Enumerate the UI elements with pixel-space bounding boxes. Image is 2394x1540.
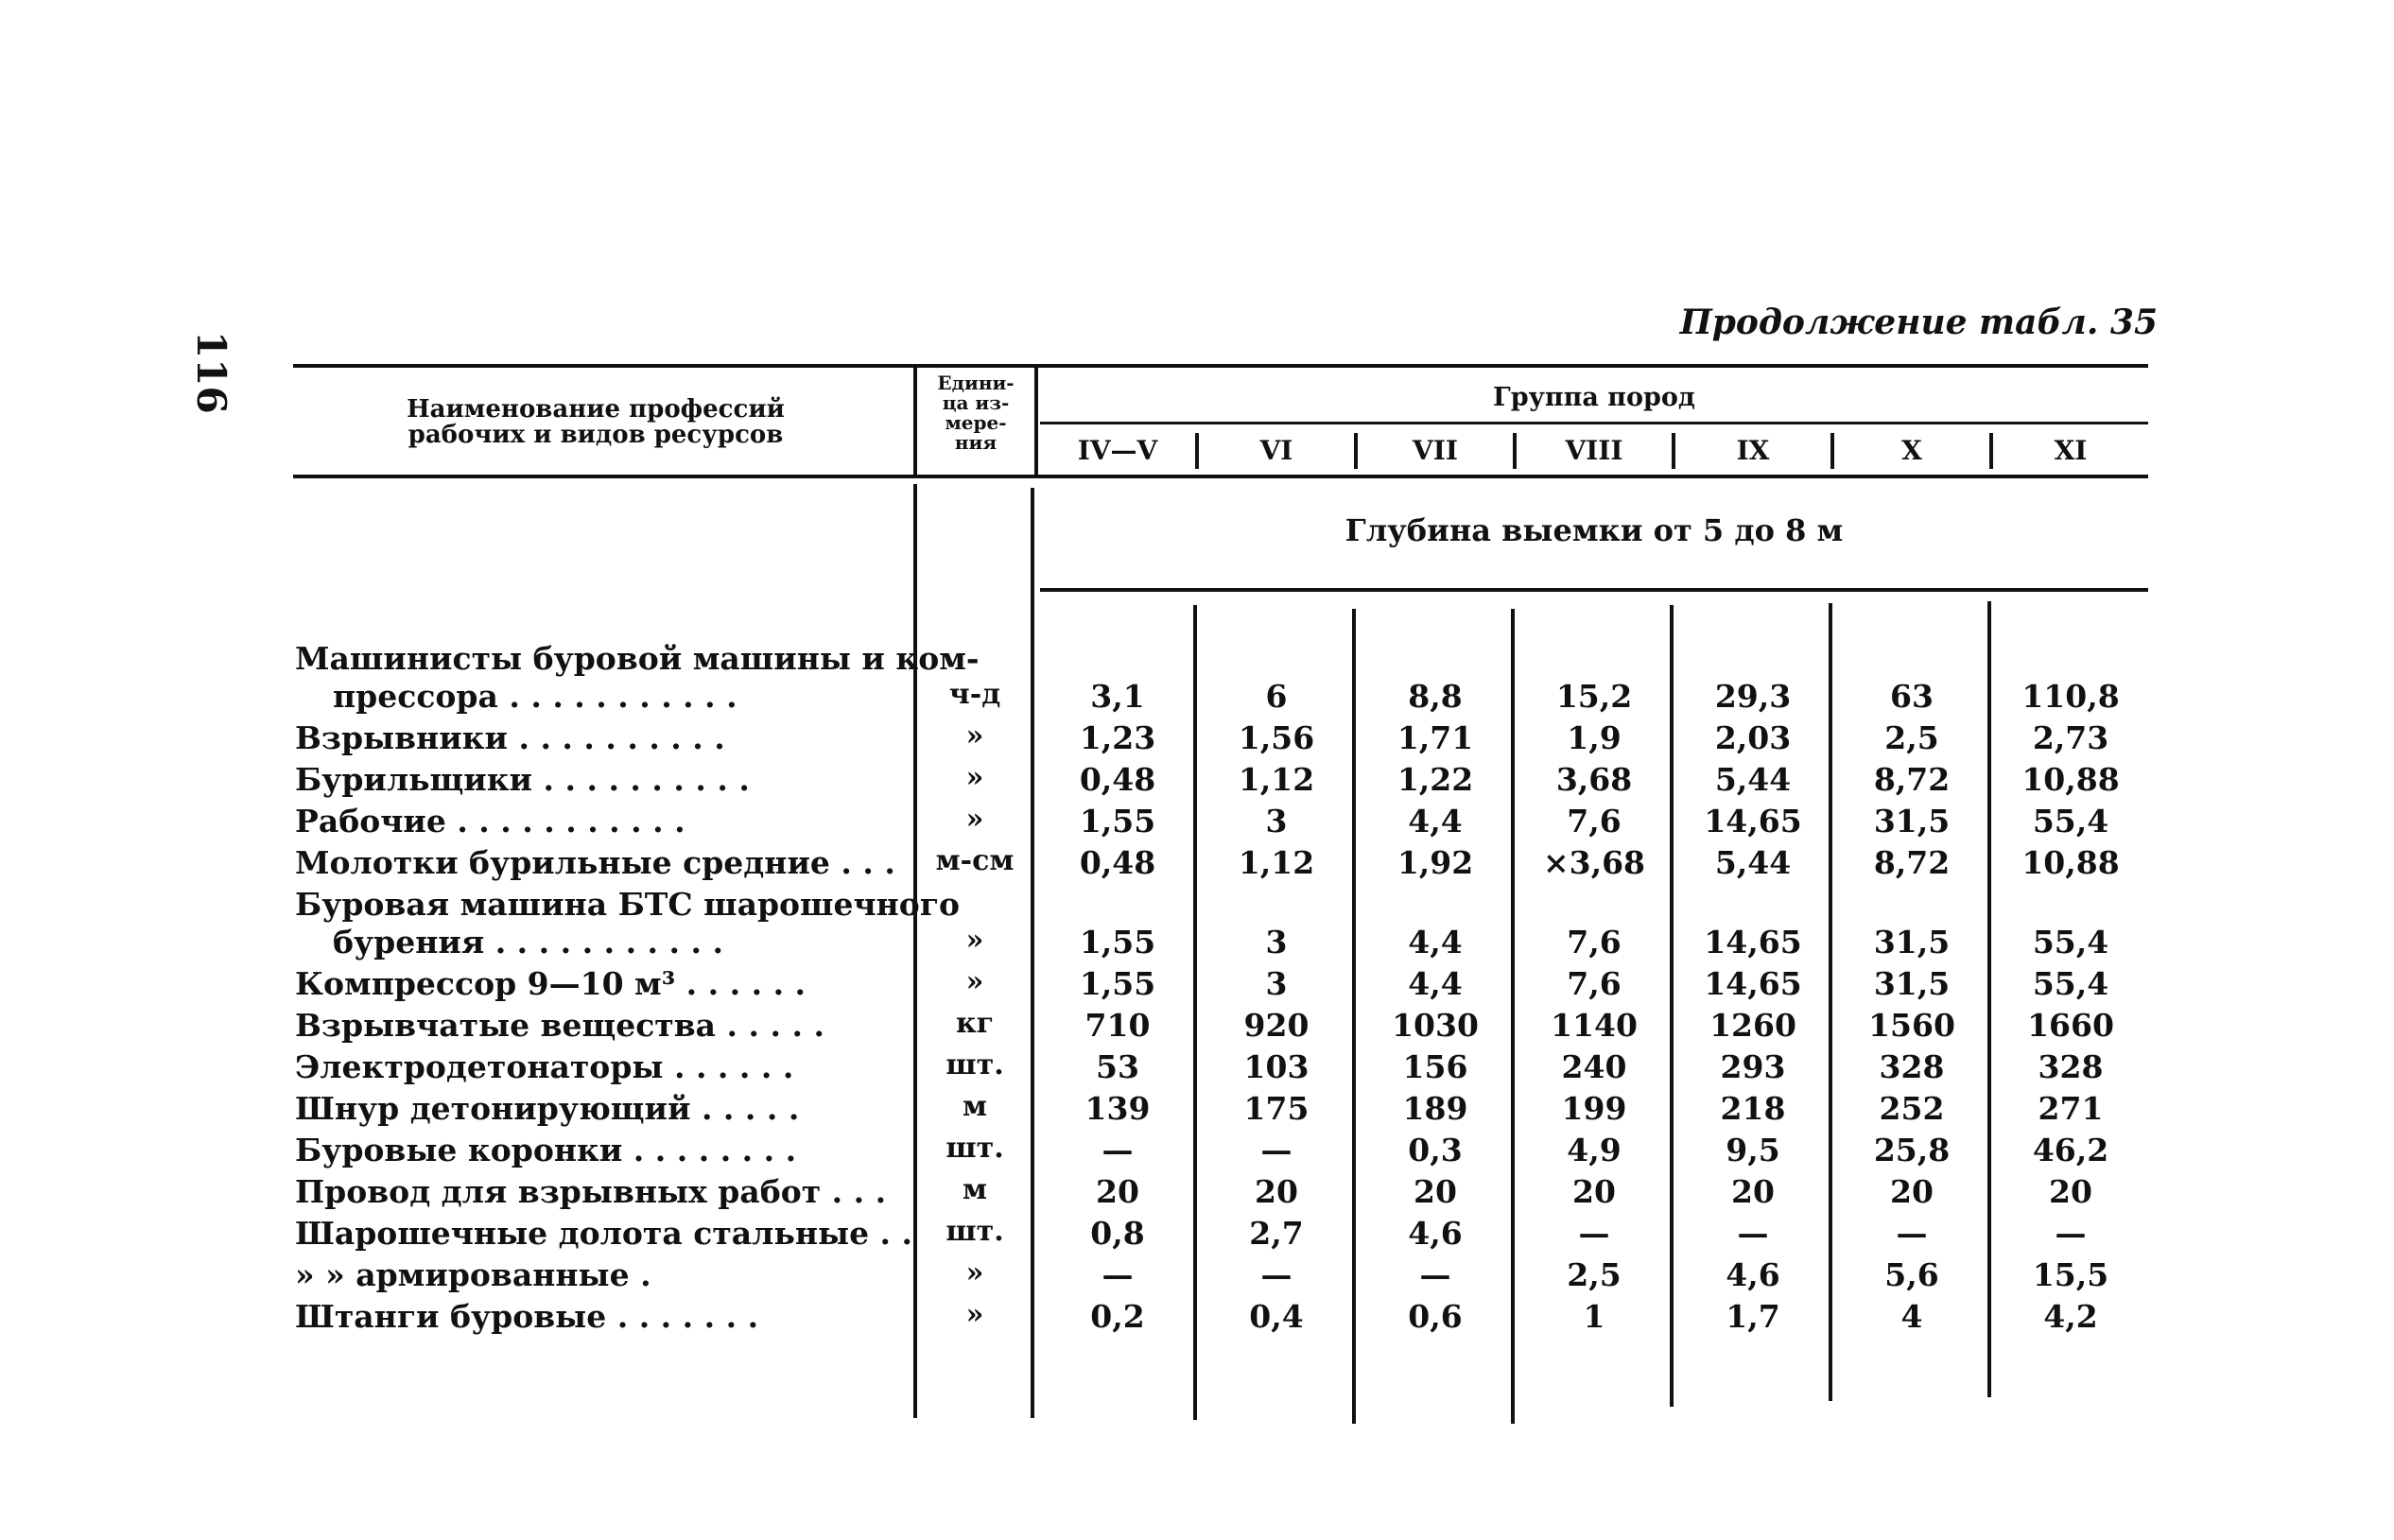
table-cell: 4: [1900, 1298, 1923, 1335]
rock-group-header: Группа пород: [1493, 383, 1695, 412]
table-cell: —: [1102, 1256, 1134, 1293]
table-cell: 0,8: [1090, 1215, 1145, 1252]
row-unit: »: [965, 965, 984, 998]
header-divider-name: [913, 368, 917, 477]
table-cell: 5,44: [1714, 844, 1792, 881]
body-divider-col: [1193, 605, 1197, 1420]
row-unit: »: [965, 1256, 984, 1289]
row-unit: »: [965, 719, 984, 753]
table-cell: 4,9: [1567, 1132, 1622, 1168]
table-cell: 3,68: [1555, 761, 1633, 798]
table-cell: 10,88: [2021, 844, 2120, 881]
table-cell: 0,48: [1079, 844, 1156, 881]
row-name: Буровые коронки . . . . . . . .: [295, 1132, 797, 1168]
table-cell: 25,8: [1873, 1132, 1951, 1168]
table-cell: 240: [1561, 1048, 1627, 1085]
table-cell: 5,44: [1714, 761, 1792, 798]
table-cell: —: [2055, 1215, 2087, 1252]
table-cell: 1030: [1392, 1007, 1479, 1044]
row-unit: ч-д: [948, 678, 1001, 711]
column-header: VI: [1259, 435, 1293, 466]
table-cell: 2,73: [2032, 719, 2109, 756]
column-header: XI: [2054, 435, 2088, 466]
table-cell: 20: [1572, 1173, 1616, 1210]
table-cell: 1,9: [1567, 719, 1622, 756]
depth-section-label: Глубина выемки от 5 до 8 м: [1344, 512, 1844, 548]
table-cell: 103: [1243, 1048, 1310, 1085]
table-cell: 218: [1720, 1090, 1786, 1127]
table-cell: 4,4: [1408, 965, 1463, 1002]
table-cell: 189: [1402, 1090, 1468, 1127]
body-divider-col: [1670, 605, 1674, 1407]
table-cell: —: [1419, 1256, 1451, 1293]
row-name-continuation: прессора . . . . . . . . . . .: [333, 678, 737, 715]
table-cell: 1,7: [1726, 1298, 1780, 1335]
body-divider-col: [1829, 603, 1832, 1401]
table-cell: 199: [1561, 1090, 1627, 1127]
row-unit: кг: [955, 1007, 995, 1040]
row-name: Рабочие . . . . . . . . . . .: [295, 803, 685, 839]
table-cell: 175: [1243, 1090, 1310, 1127]
table-cell: 14,65: [1704, 965, 1802, 1002]
table-top-rule: [293, 364, 2148, 368]
table-cell: 9,5: [1726, 1132, 1780, 1168]
table-cell: 46,2: [2032, 1132, 2109, 1168]
row-name: Взрывники . . . . . . . . . .: [295, 719, 725, 756]
column-header: IX: [1736, 435, 1770, 466]
table-cell: 8,72: [1873, 844, 1951, 881]
table-cell: 1,55: [1079, 924, 1156, 960]
table-cell: 10,88: [2021, 761, 2120, 798]
table-cell: 20: [1731, 1173, 1775, 1210]
row-name: Шарошечные долота стальные . .: [295, 1215, 913, 1252]
section-underline: [1040, 588, 2148, 592]
table-cell: 55,4: [2032, 965, 2109, 1002]
table-cell: 8,8: [1408, 678, 1463, 715]
unit-column-header: Едини- ца из- мере- ния: [937, 372, 1015, 454]
table-cell: 1,71: [1396, 719, 1474, 756]
column-header: VIII: [1565, 435, 1623, 466]
table-cell: 5,6: [1884, 1256, 1939, 1293]
table-cell: 0,3: [1408, 1132, 1463, 1168]
table-cell: 710: [1084, 1007, 1151, 1044]
table-cell: 1: [1583, 1298, 1605, 1335]
row-unit: »: [965, 803, 984, 836]
column-header: VII: [1413, 435, 1458, 466]
table-cell: 7,6: [1567, 924, 1622, 960]
row-unit: »: [965, 924, 984, 957]
row-unit: »: [965, 1298, 984, 1331]
table-cell: 1,92: [1396, 844, 1474, 881]
row-name: Бурильщики . . . . . . . . . .: [295, 761, 750, 798]
table-cell: 20: [1255, 1173, 1298, 1210]
table-cell: 1,55: [1079, 803, 1156, 839]
table-cell: —: [1578, 1215, 1610, 1252]
name-column-header: Наименование профессий рабочих и видов ресурсов: [407, 395, 785, 450]
table-cell: 4,6: [1726, 1256, 1780, 1293]
table-cell: 0,48: [1079, 761, 1156, 798]
table-cell: 1660: [2027, 1007, 2114, 1044]
column-header: X: [1901, 435, 1922, 466]
column-header: IV—V: [1077, 435, 1158, 466]
table-cell: 31,5: [1873, 803, 1951, 839]
table-cell: 4,4: [1408, 924, 1463, 960]
table-cell: 2,03: [1714, 719, 1792, 756]
table-cell: 4,6: [1408, 1215, 1463, 1252]
table-cell: 14,65: [1704, 924, 1802, 960]
row-name: Штанги буровые . . . . . . .: [295, 1298, 759, 1335]
table-cell: —: [1896, 1215, 1928, 1252]
table-cell: 0,4: [1249, 1298, 1304, 1335]
table-cell: 14,65: [1704, 803, 1802, 839]
table-cell: 3: [1265, 965, 1288, 1002]
row-name: Молотки бурильные средние . . .: [295, 844, 895, 881]
row-unit: шт.: [945, 1132, 1004, 1165]
body-divider-col: [1987, 601, 1991, 1397]
table-cell: 55,4: [2032, 803, 2109, 839]
body-divider-col: [1511, 609, 1515, 1424]
table-cell: 293: [1720, 1048, 1786, 1085]
table-cell: 7,6: [1567, 803, 1622, 839]
table-cell: 2,7: [1249, 1215, 1304, 1252]
table-cell: 920: [1243, 1007, 1310, 1044]
table-cell: 3: [1265, 924, 1288, 960]
table-cell: 328: [1879, 1048, 1945, 1085]
table-cell: 0,6: [1408, 1298, 1463, 1335]
table-cell: 20: [1890, 1173, 1934, 1210]
table-cell: 15,2: [1555, 678, 1633, 715]
table-cell: 1,56: [1238, 719, 1315, 756]
table-cell: 20: [2049, 1173, 2092, 1210]
table-cell: 3,1: [1090, 678, 1145, 715]
table-cell: 20: [1096, 1173, 1139, 1210]
table-cell: 53: [1096, 1048, 1139, 1085]
row-unit: »: [965, 761, 984, 794]
table-cell: —: [1260, 1132, 1292, 1168]
table-cell: 156: [1402, 1048, 1468, 1085]
row-name: Машинисты буровой машины и ком-: [295, 640, 980, 677]
row-unit: шт.: [945, 1215, 1004, 1248]
table-cell: —: [1737, 1215, 1769, 1252]
table-cell: 1,23: [1079, 719, 1156, 756]
table-cell: 8,72: [1873, 761, 1951, 798]
table-cell: 1,22: [1396, 761, 1474, 798]
table-cell: 252: [1879, 1090, 1945, 1127]
table-cell: 6: [1265, 678, 1288, 715]
table-cell: 139: [1084, 1090, 1151, 1127]
table-cell: 2,5: [1884, 719, 1939, 756]
table-cell: 1560: [1868, 1007, 1955, 1044]
row-name: Буровая машина БТС шарошечного: [295, 886, 961, 923]
table-cell: 63: [1890, 678, 1934, 715]
table-cell: 1140: [1551, 1007, 1638, 1044]
table-cell: 1260: [1709, 1007, 1796, 1044]
table-cell: 20: [1414, 1173, 1457, 1210]
table-cell: 1,12: [1238, 844, 1315, 881]
table-cell: —: [1102, 1132, 1134, 1168]
table-cell: 4,2: [2043, 1298, 2098, 1335]
table-cell: 1,55: [1079, 965, 1156, 1002]
row-name: Электродетонаторы . . . . . .: [295, 1048, 794, 1085]
table-cell: —: [1260, 1256, 1292, 1293]
row-name: Компрессор 9—10 м³ . . . . . .: [295, 965, 807, 1002]
body-divider-col: [1352, 609, 1356, 1424]
row-name-continuation: бурения . . . . . . . . . . .: [333, 924, 723, 960]
table-cell: 0,2: [1090, 1298, 1145, 1335]
table-cell: 55,4: [2032, 924, 2109, 960]
table-cell: 31,5: [1873, 924, 1951, 960]
table-cell: 328: [2038, 1048, 2104, 1085]
header-bottom-rule: [293, 475, 2148, 478]
page-number: 116: [188, 331, 234, 414]
table-cell: 29,3: [1714, 678, 1792, 715]
table-cell: 1,12: [1238, 761, 1315, 798]
table-cell: 2,5: [1567, 1256, 1622, 1293]
row-unit: м: [962, 1090, 988, 1123]
row-name: » » армированные .: [295, 1256, 651, 1293]
header-divider-unit: [1034, 368, 1038, 477]
row-name: Взрывчатые вещества . . . . .: [295, 1007, 824, 1044]
row-name: Шнур детонирующий . . . . .: [295, 1090, 800, 1127]
table-continuation-caption: Продолжение табл. 35: [1679, 303, 2158, 342]
row-unit: м-см: [935, 844, 1015, 877]
table-cell: 3: [1265, 803, 1288, 839]
table-cell: ×3,68: [1542, 844, 1646, 881]
table-cell: 271: [2038, 1090, 2104, 1127]
table-cell: 31,5: [1873, 965, 1951, 1002]
table-cell: 7,6: [1567, 965, 1622, 1002]
table-cell: 110,8: [2021, 678, 2120, 715]
group-underline: [1040, 422, 2148, 424]
row-unit: м: [962, 1173, 988, 1206]
table-cell: 4,4: [1408, 803, 1463, 839]
row-name: Провод для взрывных работ . . .: [295, 1173, 887, 1210]
row-unit: шт.: [945, 1048, 1004, 1081]
table-cell: 15,5: [2032, 1256, 2109, 1293]
